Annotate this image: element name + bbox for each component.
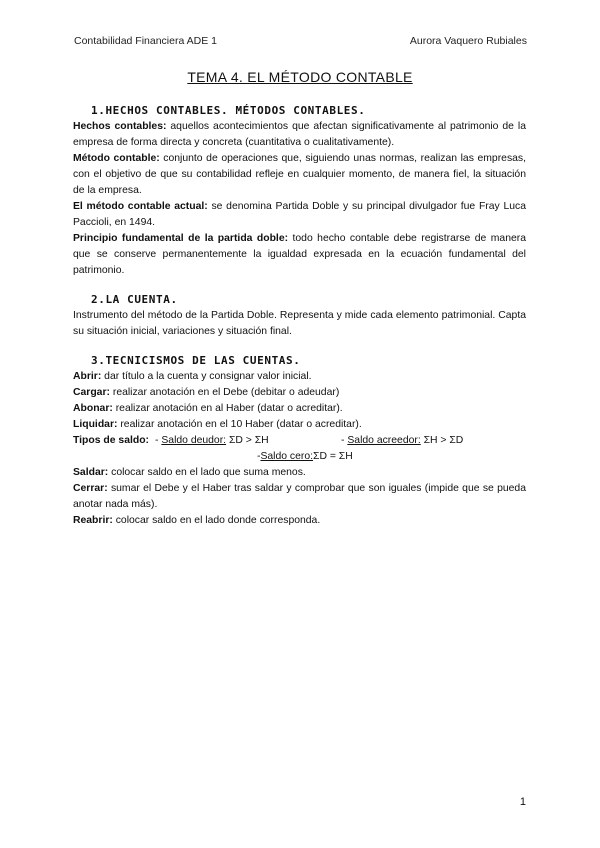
text-metodo-actual: se denomina Partida Doble y su principal divulgador fue Fray Luca Paccioli, en 1494. xyxy=(73,201,526,228)
term-saldar: Saldar: xyxy=(73,467,109,478)
saldo-acreedor-formula: ΣH > ΣD xyxy=(420,435,464,446)
paragraph-cuenta: Instrumento del método de la Partida Doble. Representa y mide cada elemento patrimonial. Capta su situación inicial, variaciones y situación final. xyxy=(73,310,526,337)
term-metodo-actual: El método contable actual: xyxy=(73,201,208,212)
term-cargar: Cargar: xyxy=(73,387,110,398)
term-abonar: Abonar: xyxy=(73,403,113,414)
text-abonar: realizar anotación en al Haber (datar o acreditar). xyxy=(112,403,343,414)
paragraph-metodo xyxy=(73,151,526,199)
page-title: TEMA 4. EL MÉTODO CONTABLE xyxy=(187,69,413,85)
saldo-acreedor-label: Saldo acreedor: xyxy=(347,435,421,446)
text-cerrar: sumar el Debe y el Haber tras saldar y comprobar que son iguales (impide que se pueda anotar nada más). xyxy=(73,483,526,510)
text-principio: todo hecho contable debe registrarse de manera que se conserve permanentemente la igualdad expresada en la ecuación fundamental del patrimonio. xyxy=(73,233,526,276)
item-liquidar xyxy=(73,417,526,433)
text-metodo: conjunto de operaciones que, siguiendo unas normas, realizan las empresas, con el objetivo de que su contabilidad refleje en cualquier momento, de manera fiel, la situación de la empresa. xyxy=(73,153,526,196)
text-liquidar: realizar anotación en el 10 Haber (datar o acreditar). xyxy=(117,419,362,430)
saldo-cero-label: Saldo cero: xyxy=(260,451,314,462)
item-reabrir xyxy=(73,513,526,529)
text-saldar: colocar saldo en el lado que suma menos. xyxy=(108,467,306,478)
term-metodo: Método contable: xyxy=(73,153,160,164)
text-hechos: aquellos acontecimientos que afectan significativamente al patrimonio de la empresa de forma directa y concreta (cuantitativa o cualitativamente). xyxy=(73,121,526,148)
tipos-saldo-row-1 xyxy=(73,433,526,449)
dash-2: - xyxy=(341,435,348,446)
term-principio: Principio fundamental de la partida doble: xyxy=(73,233,289,244)
dash-3: - xyxy=(257,451,261,462)
item-cerrar xyxy=(73,481,526,513)
text-reabrir: colocar saldo en el lado donde corresponda. xyxy=(112,515,321,526)
term-abrir: Abrir: xyxy=(73,371,102,382)
item-abrir xyxy=(73,369,526,385)
paragraph-metodo-actual xyxy=(73,199,526,231)
term-liquidar: Liquidar: xyxy=(73,419,118,430)
paragraph-hechos xyxy=(73,119,526,151)
page-number: 1 xyxy=(519,796,526,808)
item-abonar xyxy=(73,401,526,417)
tipos-saldo-row-2 xyxy=(73,449,526,465)
section-2-heading: 2.LA CUENTA. xyxy=(91,293,178,306)
item-cargar xyxy=(73,385,526,401)
document-body xyxy=(73,103,526,529)
term-cerrar: Cerrar: xyxy=(73,483,108,494)
term-reabrir: Reabrir: xyxy=(73,515,113,526)
item-saldar xyxy=(73,465,526,481)
saldo-cero-formula: ΣD = ΣH xyxy=(313,451,353,462)
saldo-deudor-formula: ΣD > ΣH xyxy=(226,435,269,446)
text-cargar: realizar anotación en el Debe (debitar o adeudar) xyxy=(109,387,340,398)
header-right: Aurora Vaquero Rubiales xyxy=(409,35,527,47)
paragraph-principio xyxy=(73,231,526,279)
section-1-heading: 1.HECHOS CONTABLES. MÉTODOS CONTABLES. xyxy=(91,104,366,117)
header-left: Contabilidad Financiera ADE 1 xyxy=(74,35,218,47)
text-abrir: dar título a la cuenta y consignar valor inicial. xyxy=(101,371,312,382)
term-hechos: Hechos contables: xyxy=(73,121,167,132)
term-tipos-saldo: Tipos de saldo: xyxy=(73,435,150,446)
saldo-deudor-label: Saldo deudor: xyxy=(161,435,227,446)
dash-1: - xyxy=(155,435,162,446)
section-3-heading: 3.TECNICISMOS DE LAS CUENTAS. xyxy=(91,354,301,367)
